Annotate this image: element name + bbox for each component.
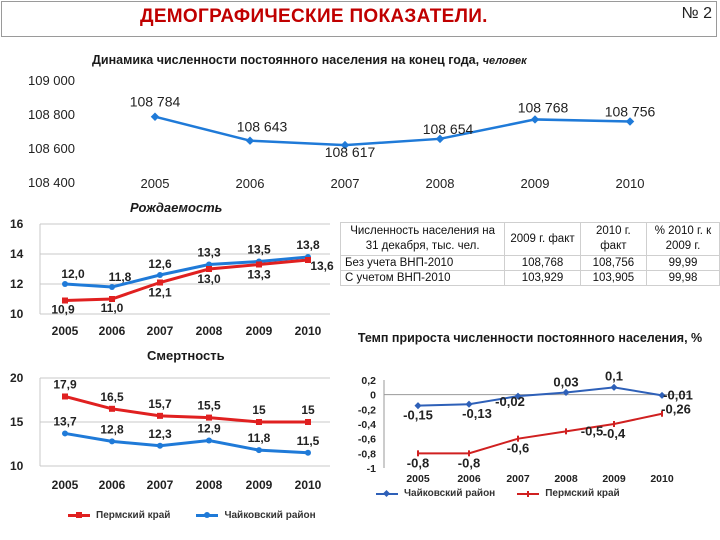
x-tick-label: 2010 [294, 324, 322, 338]
slide-number: № 2 [681, 5, 712, 22]
y-tick-label: 16 [10, 217, 24, 231]
mortality-chaik-point [305, 450, 311, 456]
growth-perm-data-label: -0,6 [506, 440, 530, 456]
x-tick-label: 2007 [146, 324, 174, 338]
mortality-chaik-data-label: 11,8 [247, 431, 271, 446]
mortality-perm-point [62, 393, 68, 399]
x-tick-label: 2008 [195, 324, 223, 338]
growth-chaik-data-label: -0,15 [403, 407, 433, 423]
x-tick-label: 2009 [245, 478, 273, 492]
growth-chaik-data-label: 0,03 [553, 374, 579, 390]
x-tick-label: 2006 [457, 473, 481, 485]
population-data-label: 108 756 [604, 103, 656, 120]
y-tick-label: 10 [10, 459, 24, 473]
mortality-chaik-data-label: 12,3 [148, 426, 172, 441]
mortality-legend [68, 510, 316, 521]
birth-chaik-point [62, 281, 68, 287]
page-title: ДЕМОГРАФИЧЕСКИЕ ПОКАЗАТЕЛИ. [140, 6, 488, 27]
birth-perm-data-label: 10,9 [51, 302, 75, 317]
legend-label-chaik: Чайковский район [224, 510, 316, 521]
x-tick-label: 2010 [650, 473, 674, 485]
y-tick-label: 10 [10, 307, 24, 321]
x-tick-label: 2005 [406, 473, 430, 485]
legend-label-chaik-growth: Чайковский район [404, 488, 496, 499]
table-header-cell: Численность населения на 31 декабря, тыс. чел. [341, 223, 505, 256]
legend-swatch-chaik [196, 514, 218, 517]
x-tick-label: 2007 [506, 473, 530, 485]
legend-swatch-perm-growth [517, 493, 539, 495]
growth-chaik-line [418, 387, 662, 405]
y-tick-label: 0 [370, 389, 376, 402]
mortality-chart [0, 340, 340, 500]
mortality-chaik-point [206, 437, 212, 443]
birth-perm-line [65, 260, 308, 301]
legend-label-perm: Пермский край [96, 510, 171, 521]
population-data-label: 108 654 [422, 120, 474, 137]
growth-perm-data-label: -0,26 [661, 401, 691, 417]
growth-chaik-data-label: -0,13 [462, 406, 492, 422]
mortality-perm-point [305, 419, 311, 425]
y-tick-label: 14 [10, 247, 24, 261]
y-tick-label: -0,8 [357, 448, 376, 461]
mortality-chaik-point [157, 443, 163, 449]
population-data-label: 108 643 [236, 118, 288, 135]
birth-perm-data-label: 11,0 [100, 301, 124, 315]
table-header-cell: 2009 г. факт [505, 223, 581, 256]
birth-perm-data-label: 13,3 [247, 267, 271, 282]
population-table [340, 222, 720, 286]
population-point [246, 136, 254, 144]
population-chart-title: Динамика численности постоянного населения на конец года, человек [92, 53, 527, 67]
table-cell: 99,99 [646, 256, 719, 271]
y-tick-label: 12 [10, 277, 24, 291]
y-tick-label: -0,6 [357, 433, 376, 446]
y-tick-label: 108 400 [28, 175, 75, 190]
growth-perm-data-label: -0,8 [457, 455, 481, 471]
y-tick-label: 15 [10, 415, 24, 429]
growth-rate-title-text: Темп прироста численности постоянного населения, % [357, 331, 703, 345]
x-tick-label: 2006 [98, 478, 126, 492]
x-tick-label: 2008 [554, 473, 578, 485]
table-header-row [341, 223, 720, 256]
mortality-perm-point [256, 419, 262, 425]
y-tick-label: 108 600 [28, 141, 75, 156]
birth-chaik-data-label: 12,0 [61, 267, 85, 281]
birth-chaik-data-label: 12,6 [148, 257, 172, 271]
mortality-perm-point [206, 415, 212, 421]
y-tick-label: 109 000 [28, 73, 75, 88]
table-header-cell: 2010 г. факт [580, 223, 646, 256]
growth-rate-chart [340, 328, 720, 500]
y-tick-label: -0,2 [357, 404, 376, 417]
legend-swatch-chaik-growth [376, 493, 398, 495]
population-line [155, 117, 630, 145]
growth-chaik-point [610, 384, 617, 391]
table-cell: Без учета ВНП-2010 [341, 256, 505, 271]
x-tick-label: 2010 [294, 478, 322, 492]
population-data-label: 108 768 [517, 99, 569, 116]
birth-perm-data-label: 13,0 [197, 272, 221, 286]
x-tick-label: 2009 [520, 176, 550, 191]
mortality-perm-point [157, 413, 163, 419]
table-cell: 103,905 [580, 271, 646, 286]
mortality-chaik-data-label: 12,8 [100, 422, 124, 437]
population-point [531, 115, 539, 123]
y-tick-label: -0,4 [357, 419, 376, 431]
mortality-chaik-data-label: 12,9 [197, 421, 221, 436]
mortality-perm-point [109, 406, 115, 412]
x-tick-label: 2006 [98, 324, 126, 338]
birth-chaik-data-label: 13,3 [197, 245, 221, 260]
x-tick-label: 2009 [602, 473, 626, 485]
mortality-perm-data-label: 17,9 [53, 377, 77, 392]
legend-label-perm-growth: Пермский край [545, 488, 620, 499]
x-tick-label: 2005 [140, 176, 170, 191]
table-cell: С учетом ВНП-2010 [341, 271, 505, 286]
mortality-chaik-point [256, 447, 262, 453]
birth-chaik-data-label: 11,8 [108, 270, 132, 284]
mortality-perm-data-label: 15,7 [148, 396, 172, 411]
mortality-perm-data-label: 15 [252, 403, 266, 417]
x-tick-label: 2009 [245, 324, 273, 338]
table-row [341, 256, 720, 271]
birth-chaik-data-label: 13,5 [247, 242, 271, 257]
table-header-cell: % 2010 г. к 2009 г. [646, 223, 719, 256]
x-tick-label: 2005 [51, 478, 79, 492]
growth-legend [376, 488, 620, 499]
population-point [151, 112, 159, 120]
birth-rate-chart [0, 196, 340, 342]
birth-chaik-point [109, 284, 115, 290]
mortality-chaik-data-label: 11,5 [296, 433, 320, 448]
x-tick-label: 2008 [195, 478, 223, 492]
mortality-chaik-data-label: 13,7 [53, 414, 77, 429]
growth-chaik-data-label: -0,01 [663, 387, 693, 403]
birth-chaik-data-label: 13,8 [296, 238, 320, 252]
table-cell: 108,756 [580, 256, 646, 271]
birth-chaik-line [65, 257, 308, 287]
birth-chaik-point [157, 272, 163, 278]
population-chart [0, 48, 720, 198]
birth-rate-title: Рождаемость [130, 200, 223, 215]
y-tick-label: 0,2 [361, 375, 376, 387]
growth-perm-data-label: -0,5 [580, 423, 604, 439]
x-tick-label: 2005 [51, 324, 79, 338]
growth-rate-title [358, 331, 702, 345]
table-cell: 108,768 [505, 256, 581, 271]
table-row [341, 271, 720, 286]
x-tick-label: 2007 [146, 478, 174, 492]
x-tick-label: 2010 [615, 176, 645, 191]
mortality-perm-data-label: 15,5 [197, 398, 221, 413]
table-cell: 103,929 [505, 271, 581, 286]
mortality-chaik-point [62, 430, 68, 436]
y-tick-label: 20 [10, 371, 24, 385]
mortality-title: Смертность [147, 348, 225, 363]
legend-swatch-perm [68, 514, 90, 517]
growth-perm-data-label: -0,4 [602, 426, 626, 441]
mortality-perm-data-label: 16,5 [100, 389, 124, 404]
mortality-perm-data-label: 15 [301, 403, 315, 417]
y-tick-label: -1 [366, 463, 376, 475]
birth-perm-data-label: 12,1 [148, 285, 172, 300]
x-tick-label: 2008 [425, 176, 455, 191]
growth-perm-data-label: -0,8 [406, 455, 430, 471]
population-data-label: 108 784 [129, 93, 181, 110]
x-tick-label: 2006 [235, 176, 265, 191]
population-data-label: 108 617 [324, 144, 376, 161]
x-tick-label: 2007 [330, 176, 360, 191]
birth-perm-data-label: 13,6 [310, 259, 334, 273]
table-cell: 99,98 [646, 271, 719, 286]
growth-chaik-data-label: -0,02 [495, 394, 525, 410]
mortality-chaik-point [109, 438, 115, 444]
growth-chaik-data-label: 0,1 [604, 368, 624, 384]
growth-perm-line [418, 414, 662, 454]
y-tick-label: 108 800 [28, 107, 75, 122]
